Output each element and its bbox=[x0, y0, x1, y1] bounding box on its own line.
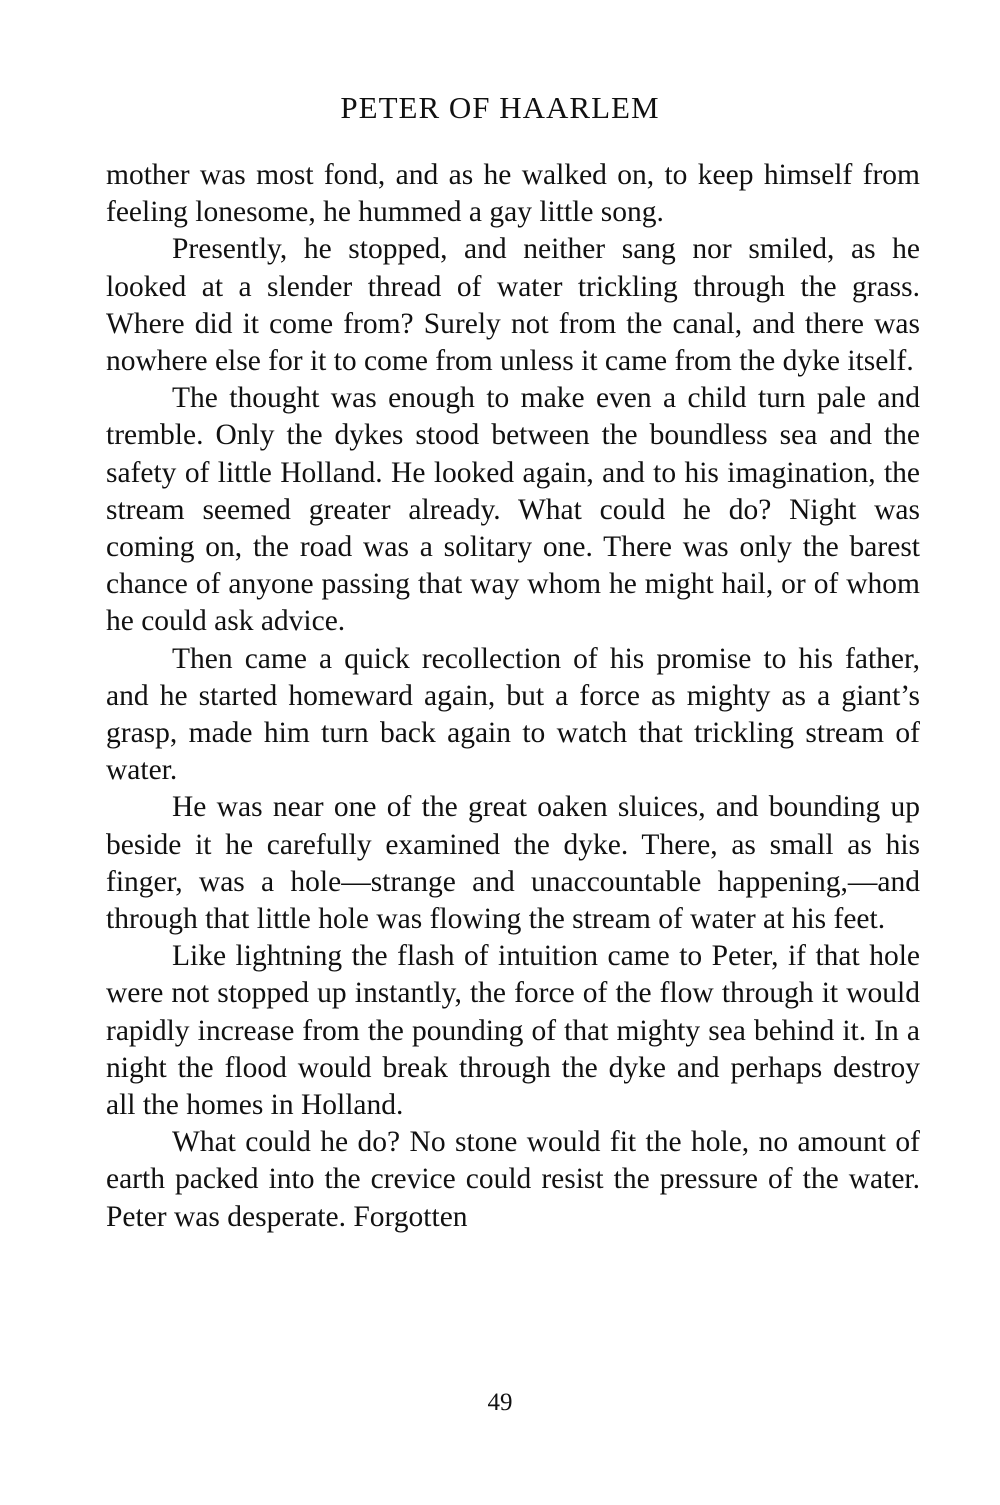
paragraph-1: mother was most fond, and as he walked on, to keep himself from feeling lonesome, he hummed a gay little song. bbox=[106, 159, 920, 229]
paragraph-6: Like lightning the flash of intuition came to Peter, if that hole were not stopped up instantly, the force of the flow through it would rapidly increase from the pounding of that mighty sea behind it. In a night the flood would break through the dyke and perhaps destroy all the homes in Holland. bbox=[106, 940, 920, 1122]
page-number: 49 bbox=[487, 1389, 513, 1416]
paragraph-7: What could he do? No stone would fit the hole, no amount of earth packed into the crevice could resist the pressure of the water. Peter was desperate. Forgotten bbox=[106, 1126, 920, 1233]
body-text bbox=[106, 157, 920, 1236]
paragraph-2: Presently, he stopped, and neither sang nor smiled, as he looked at a slender thread of water trickling through the grass. Where did it come from? Surely not from the canal, and there was nowhere else for it to come from unless it came from the dyke itself. bbox=[106, 233, 920, 378]
paragraph-4: Then came a quick recollection of his promise to his father, and he started homeward again, but a force as mighty as a giant’s grasp, made him turn back again to watch that trickling stream of water. bbox=[106, 642, 920, 787]
running-head: PETER OF HAARLEM bbox=[340, 90, 660, 125]
paragraph-3: The thought was enough to make even a child turn pale and tremble. Only the dykes stood between the boundless sea and the safety of little Holland. He looked again, and to his imagination, the stream seemed greater already. What could he do? Night was coming on, the road was a solitary one. There was only the barest chance of anyone passing that way whom he might hail, or of whom he could ask advice. bbox=[106, 382, 920, 638]
paragraph-5: He was near one of the great oaken sluices, and bounding up beside it he carefully examined the dyke. There, as small as his finger, was a hole—strange and unaccountable happening,—and through that little hole was flowing the stream of water at his feet. bbox=[106, 791, 920, 936]
